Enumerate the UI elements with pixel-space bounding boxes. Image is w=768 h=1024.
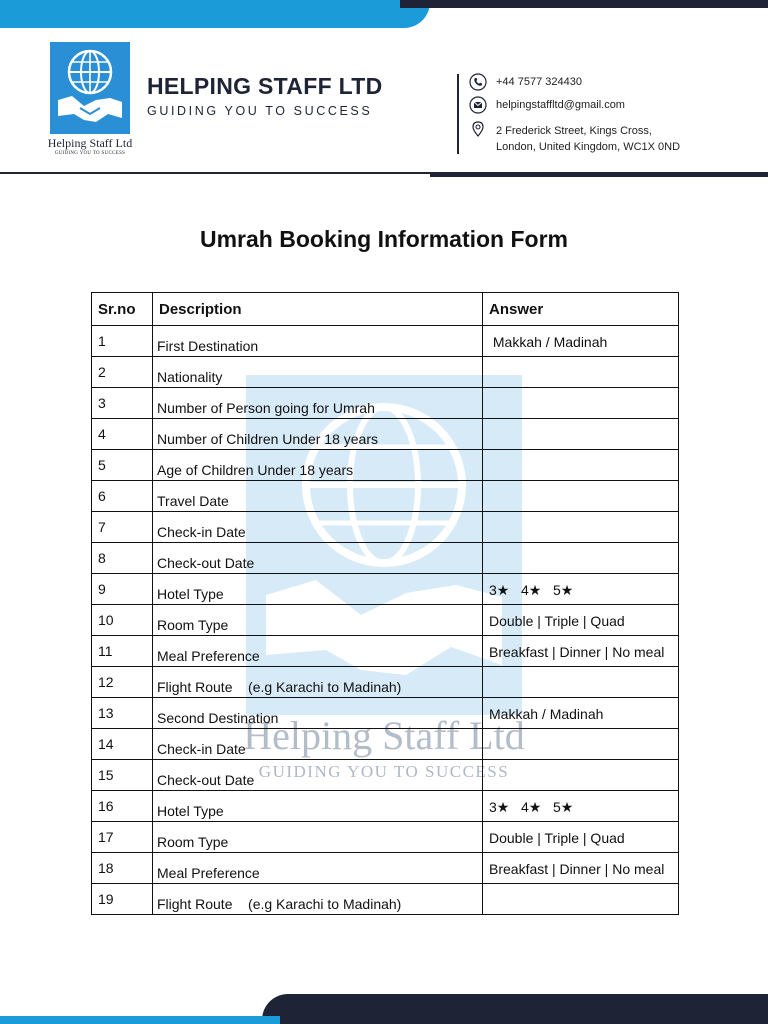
row-description: Second Destination <box>153 698 483 729</box>
row-answer-field[interactable] <box>483 481 679 512</box>
table-row <box>92 729 679 760</box>
row-description: Number of Person going for Umrah <box>153 388 483 419</box>
row-sr-number: 5 <box>92 450 153 481</box>
row-description: Check-out Date <box>153 760 483 791</box>
contact-divider <box>457 74 459 154</box>
row-sr-number: 13 <box>92 698 153 729</box>
row-description: Travel Date <box>153 481 483 512</box>
table-row <box>92 636 679 667</box>
row-sr-number: 8 <box>92 543 153 574</box>
table-row <box>92 326 679 357</box>
row-description: Room Type <box>153 605 483 636</box>
row-description: Flight Route (e.g Karachi to Madinah) <box>153 667 483 698</box>
row-sr-number: 10 <box>92 605 153 636</box>
header-rule-accent <box>430 172 768 177</box>
row-sr-number: 9 <box>92 574 153 605</box>
row-sr-number: 4 <box>92 419 153 450</box>
row-sr-number: 1 <box>92 326 153 357</box>
row-description: Meal Preference <box>153 853 483 884</box>
booking-form-table <box>91 292 679 915</box>
watermark-text: Helping Staff Ltd <box>243 713 525 758</box>
row-description: Number of Children Under 18 years <box>153 419 483 450</box>
row-answer-field[interactable] <box>483 388 679 419</box>
contact-phone: +44 7577 324430 <box>496 76 582 88</box>
table-row <box>92 760 679 791</box>
row-description: First Destination <box>153 326 483 357</box>
table-row <box>92 481 679 512</box>
row-sr-number: 17 <box>92 822 153 853</box>
table-row <box>92 698 679 729</box>
bottom-navy-band <box>262 994 768 1024</box>
form-title: Umrah Booking Information Form <box>200 226 568 252</box>
row-sr-number: 2 <box>92 357 153 388</box>
table-row <box>92 853 679 884</box>
row-sr-number: 12 <box>92 667 153 698</box>
table-row <box>92 574 679 605</box>
row-answer-field[interactable] <box>483 729 679 760</box>
bottom-blue-band <box>0 1016 280 1024</box>
header-answer: Answer <box>483 293 679 326</box>
logo-caption: Helping Staff Ltd <box>47 136 133 150</box>
top-navy-band <box>400 0 768 8</box>
phone-icon <box>469 73 487 91</box>
table-row <box>92 419 679 450</box>
company-tagline: GUIDING YOU TO SUCCESS <box>147 104 373 118</box>
row-description: Meal Preference <box>153 636 483 667</box>
row-answer-field[interactable] <box>483 512 679 543</box>
contact-address-line1: 2 Frederick Street, Kings Cross, <box>496 125 652 137</box>
row-answer-field[interactable] <box>483 543 679 574</box>
table-body <box>92 326 679 915</box>
row-sr-number: 7 <box>92 512 153 543</box>
table-row <box>92 791 679 822</box>
row-answer-field[interactable]: 3★ 4★ 5★ <box>483 574 679 605</box>
top-blue-band <box>0 0 430 28</box>
row-answer-field[interactable] <box>483 667 679 698</box>
table-row <box>92 884 679 915</box>
row-sr-number: 19 <box>92 884 153 915</box>
table-row <box>92 667 679 698</box>
contact-address-line2: London, United Kingdom, WC1X 0ND <box>496 141 681 153</box>
row-description: Room Type <box>153 822 483 853</box>
row-description: Age of Children Under 18 years <box>153 450 483 481</box>
row-answer-field[interactable] <box>483 419 679 450</box>
row-description: Check-out Date <box>153 543 483 574</box>
row-answer-field[interactable] <box>483 884 679 915</box>
row-answer-field[interactable] <box>483 450 679 481</box>
row-answer-field[interactable]: Breakfast | Dinner | No meal <box>483 636 679 667</box>
logo-tagline: GUIDING YOU TO SUCCESS <box>54 151 126 156</box>
row-answer-field[interactable]: Double | Triple | Quad <box>483 605 679 636</box>
header-sr: Sr.no <box>92 293 153 326</box>
table-row <box>92 822 679 853</box>
row-sr-number: 11 <box>92 636 153 667</box>
table-row <box>92 512 679 543</box>
row-description: Hotel Type <box>153 791 483 822</box>
row-answer-field[interactable]: Makkah / Madinah <box>483 326 679 357</box>
row-sr-number: 18 <box>92 853 153 884</box>
table-row <box>92 357 679 388</box>
row-answer-field[interactable] <box>483 760 679 791</box>
row-description: Check-in Date <box>153 729 483 760</box>
row-answer-field[interactable]: 3★ 4★ 5★ <box>483 791 679 822</box>
row-description: Nationality <box>153 357 483 388</box>
row-answer-field[interactable]: Double | Triple | Quad <box>483 822 679 853</box>
row-answer-field[interactable] <box>483 357 679 388</box>
row-sr-number: 3 <box>92 388 153 419</box>
table-row <box>92 450 679 481</box>
table-row <box>92 605 679 636</box>
watermark-tagline: GUIDING YOU TO SUCCESS <box>258 762 510 781</box>
table-header-row <box>92 293 679 326</box>
location-pin-icon <box>469 120 487 138</box>
header-description: Description <box>153 293 483 326</box>
row-description: Flight Route (e.g Karachi to Madinah) <box>153 884 483 915</box>
row-description: Hotel Type <box>153 574 483 605</box>
logo-globe-handshake-icon <box>50 42 130 134</box>
row-sr-number: 14 <box>92 729 153 760</box>
row-sr-number: 16 <box>92 791 153 822</box>
row-answer-field[interactable]: Breakfast | Dinner | No meal <box>483 853 679 884</box>
table-row <box>92 543 679 574</box>
company-name: HELPING STAFF LTD <box>147 73 383 99</box>
row-sr-number: 6 <box>92 481 153 512</box>
contact-email: helpingstaffltd@gmail.com <box>496 99 625 111</box>
table-row <box>92 388 679 419</box>
row-sr-number: 15 <box>92 760 153 791</box>
email-icon <box>469 96 487 114</box>
row-answer-field[interactable]: Makkah / Madinah <box>483 698 679 729</box>
row-description: Check-in Date <box>153 512 483 543</box>
